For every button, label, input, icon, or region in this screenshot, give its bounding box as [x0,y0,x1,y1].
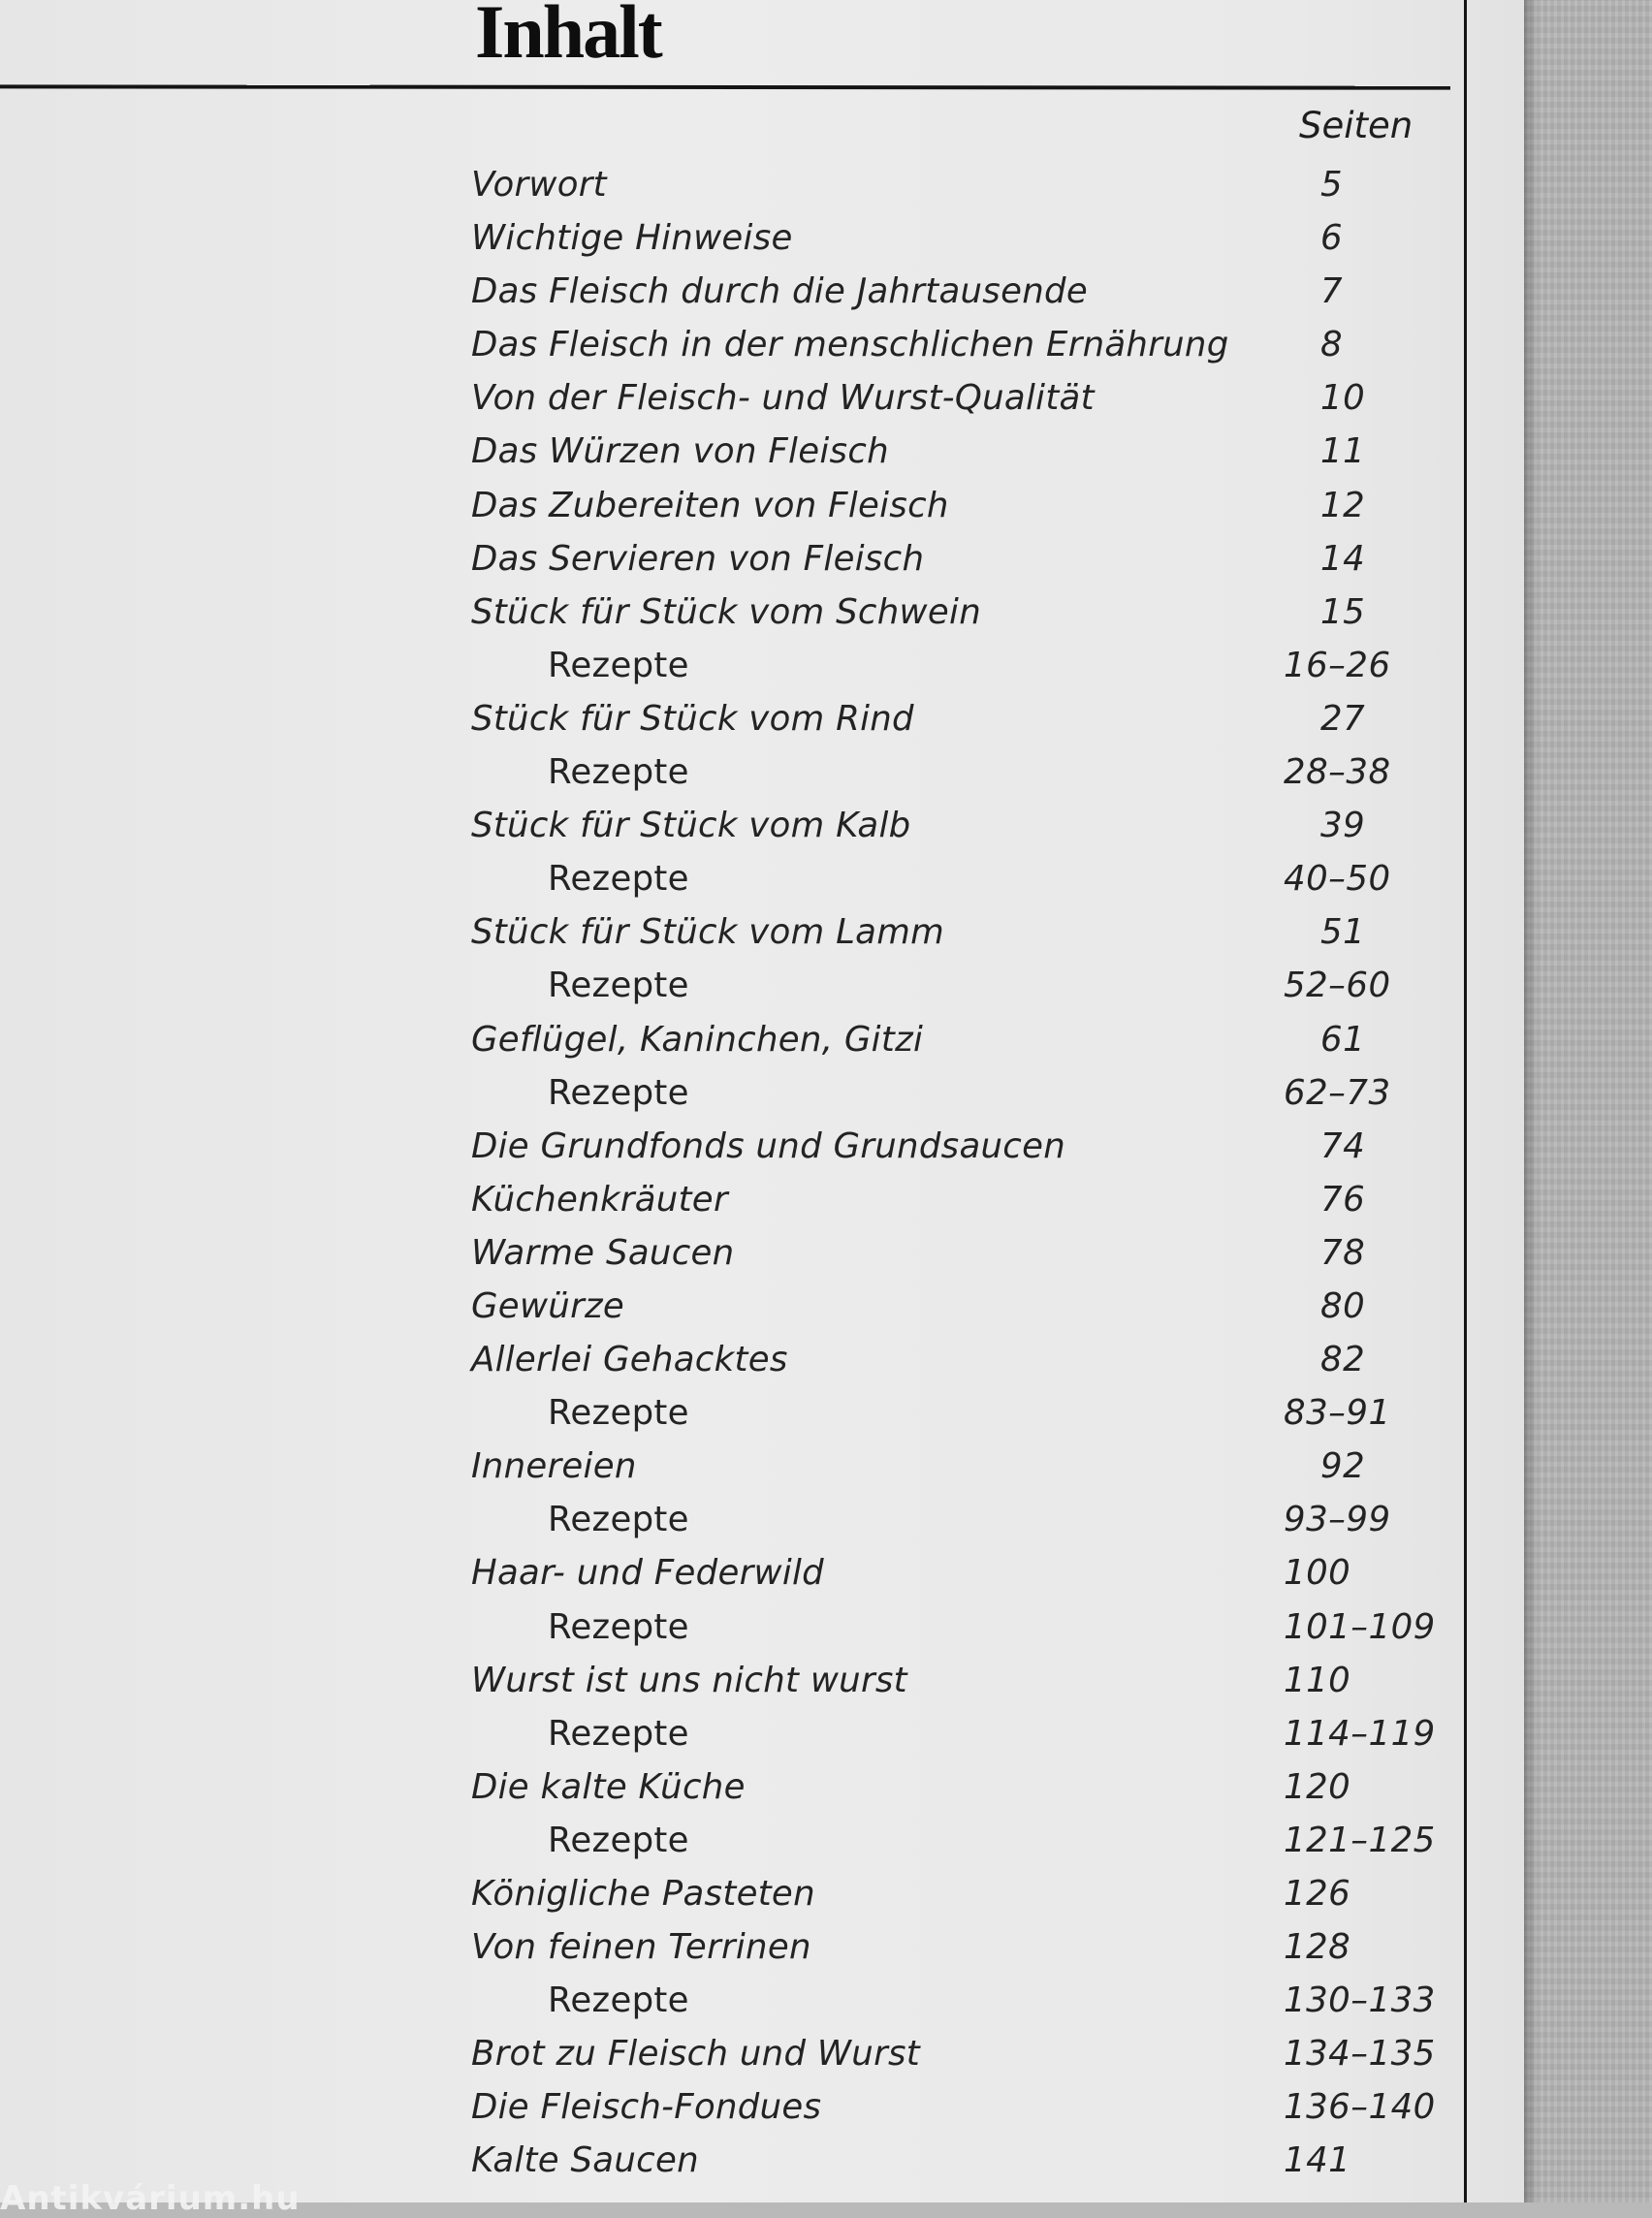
table-of-contents [471,163,1441,2193]
toc-subentry [471,857,1441,910]
toc-entry [471,1765,1441,1819]
toc-entry [471,1284,1441,1338]
toc-entry [471,1659,1441,1712]
toc-entry [471,1178,1441,1231]
toc-subentry [471,1979,1441,2032]
toc-entry-title: Warme Saucen [471,1232,735,1273]
toc-entry-title: Gewürze [471,1285,625,1326]
toc-entry [471,1551,1441,1604]
toc-entry-title: Küchenkräuter [471,1179,728,1220]
toc-entry-title: Die Fleisch-Fondues [471,2087,822,2128]
toc-page-number: 8 [1320,325,1344,365]
toc-subentry [471,1605,1441,1659]
toc-subentry [471,964,1441,1017]
toc-page-number: 114–119 [1284,1713,1436,1754]
page-title: Inhalt [475,0,661,74]
toc-entry [471,429,1441,483]
toc-page-number: 78 [1320,1232,1366,1273]
page-edge-shadow [1524,0,1538,2202]
toc-page-number: 14 [1320,538,1366,579]
toc-entry-title: Das Servieren von Fleisch [471,538,925,579]
toc-entry [471,697,1441,750]
toc-page-number: 93–99 [1284,1500,1391,1540]
toc-entry [471,804,1441,857]
toc-entry [471,1872,1441,1925]
toc-entry [471,2085,1441,2139]
toc-page-number: 141 [1284,2140,1351,2181]
toc-entry [471,1018,1441,1071]
toc-entry [471,2032,1441,2085]
toc-entry-title: Die Grundfonds und Grundsaucen [471,1125,1066,1166]
toc-page-number: 39 [1320,806,1366,846]
toc-entry-title: Wurst ist uns nicht wurst [471,1660,907,1700]
toc-page-number: 128 [1284,1927,1351,1968]
toc-entry [471,910,1441,964]
toc-subentry [471,750,1441,804]
toc-page-number: 76 [1320,1179,1366,1220]
toc-entry-title: Das Zubereiten von Fleisch [471,485,949,525]
toc-page-number: 136–140 [1284,2087,1436,2128]
toc-page-number: 101–109 [1284,1606,1436,1647]
toc-entry-title: Rezepte [548,966,689,1006]
toc-page-number: 110 [1284,1660,1351,1700]
toc-page-number: 11 [1320,431,1366,472]
toc-page-number: 134–135 [1284,2034,1436,2075]
toc-entry [471,376,1441,429]
toc-entry-title: Rezepte [548,1980,689,2021]
title-rule [0,84,1450,89]
toc-entry [471,1231,1441,1284]
toc-page-number: 61 [1320,1019,1366,1060]
toc-page-number: 52–60 [1284,966,1391,1006]
toc-entry-title: Kalte Saucen [471,2140,699,2181]
toc-page-number: 40–50 [1284,859,1391,900]
toc-entry-title: Rezepte [548,1713,689,1754]
toc-entry [471,1444,1441,1498]
toc-entry [471,2139,1441,2192]
toc-page-number: 16–26 [1284,645,1391,685]
toc-page-number: 82 [1320,1340,1366,1380]
toc-entry-title: Stück für Stück vom Lamm [471,912,944,953]
toc-page-number: 92 [1320,1446,1366,1487]
watermark: Antikvárium.hu [0,2179,301,2218]
toc-entry-title: Von der Fleisch- und Wurst-Qualität [471,378,1095,419]
toc-entry-title: Geflügel, Kaninchen, Gitzi [471,1019,924,1060]
toc-entry-title: Vorwort [471,165,607,205]
toc-entry-title: Rezepte [548,645,689,685]
toc-entry-title: Stück für Stück vom Rind [471,698,914,739]
toc-page-number: 28–38 [1284,752,1391,793]
toc-page-number: 120 [1284,1766,1351,1807]
toc-entry [471,537,1441,590]
toc-entry-title: Stück für Stück vom Kalb [471,806,911,846]
toc-subentry [471,1391,1441,1444]
toc-page-number: 121–125 [1284,1820,1436,1860]
toc-entry-title: Die kalte Küche [471,1766,746,1807]
toc-entry-title: Rezepte [548,752,689,793]
toc-page-number: 7 [1320,271,1344,312]
toc-entry [471,484,1441,537]
toc-entry-title: Das Fleisch durch die Jahrtausende [471,271,1089,312]
toc-page-number: 100 [1284,1553,1351,1594]
toc-page-number: 12 [1320,485,1366,525]
frame-rule-right [1464,0,1467,2202]
toc-entry-title: Stück für Stück vom Schwein [471,591,981,632]
toc-page-number: 5 [1320,165,1344,205]
toc-page-number: 130–133 [1284,1980,1436,2021]
pages-column-header: Seiten [1299,105,1414,146]
toc-entry-title: Von feinen Terrinen [471,1927,811,1968]
toc-page-number: 62–73 [1284,1072,1391,1113]
toc-entry-title: Rezepte [548,1072,689,1113]
toc-entry-title: Allerlei Gehacktes [471,1340,788,1380]
toc-subentry [471,1712,1441,1765]
toc-page-number: 80 [1320,1285,1366,1326]
toc-page-number: 126 [1284,1874,1351,1914]
toc-entry-title: Innereien [471,1446,637,1487]
toc-entry [471,590,1441,644]
toc-entry-title: Königliche Pasteten [471,1874,815,1914]
toc-entry [471,216,1441,269]
toc-entry-title: Rezepte [548,1393,689,1434]
toc-entry [471,323,1441,376]
toc-entry [471,269,1441,323]
toc-page-number: 74 [1320,1125,1366,1166]
toc-entry [471,163,1441,216]
toc-page-number: 10 [1320,378,1366,419]
toc-subentry [471,644,1441,697]
toc-entry-title: Das Fleisch in der menschlichen Ernährung [471,325,1229,365]
toc-page-number: 51 [1320,912,1366,953]
toc-entry-title: Haar- und Federwild [471,1553,824,1594]
toc-entry-title: Wichtige Hinweise [471,218,793,259]
toc-entry-title: Rezepte [548,1500,689,1540]
toc-entry-title: Brot zu Fleisch und Wurst [471,2034,921,2075]
toc-entry-title: Rezepte [548,1606,689,1647]
toc-entry [471,1338,1441,1391]
toc-subentry [471,1498,1441,1551]
toc-entry-title: Das Würzen von Fleisch [471,431,889,472]
toc-entry [471,1925,1441,1979]
toc-entry-title: Rezepte [548,1820,689,1860]
toc-subentry [471,1819,1441,1872]
toc-page-number: 6 [1320,218,1344,259]
toc-subentry [471,1071,1441,1125]
toc-entry-title: Rezepte [548,859,689,900]
toc-entry [471,1125,1441,1178]
toc-page-number: 27 [1320,698,1366,739]
toc-page-number: 83–91 [1284,1393,1391,1434]
toc-page-number: 15 [1320,591,1366,632]
